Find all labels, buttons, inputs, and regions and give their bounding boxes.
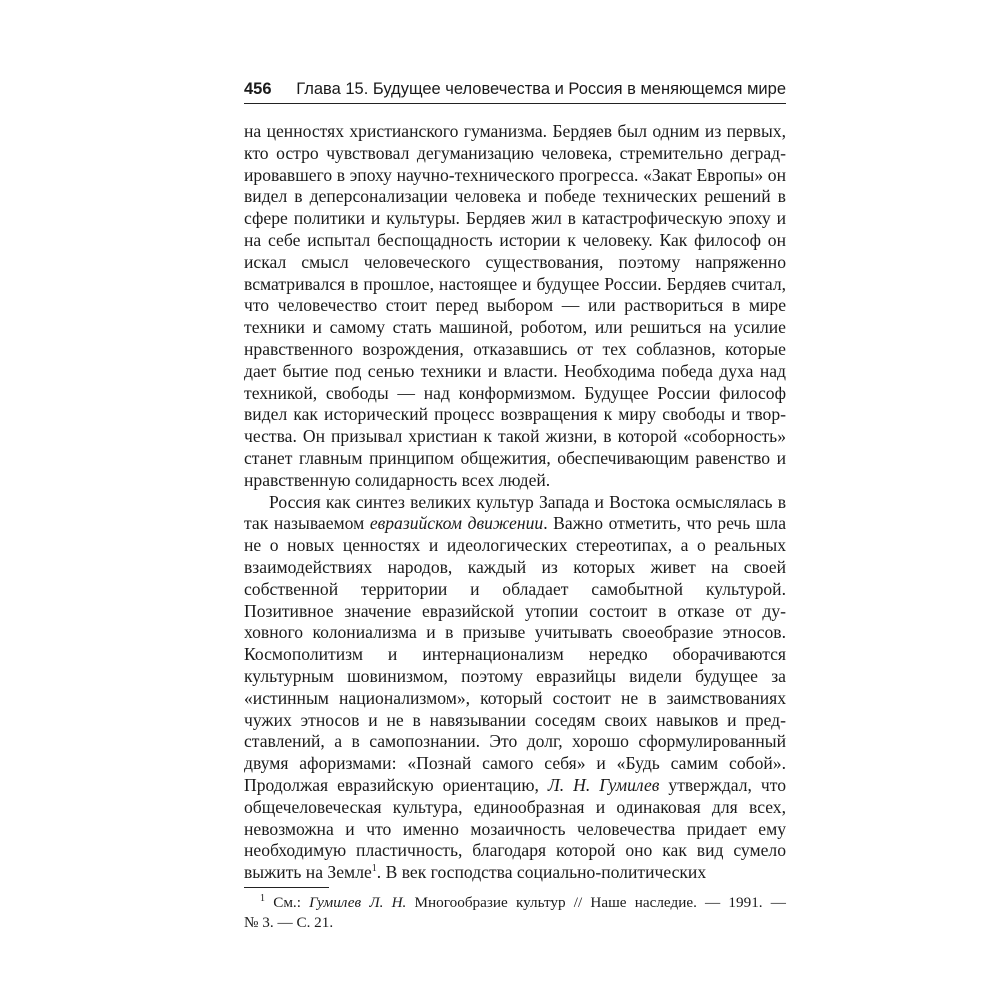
- paragraph-2-text-a: Россия как синтез великих культур Запада и Востока осмыслялась в так называемом: [244, 491, 786, 534]
- paragraph-2-text-d: . В век господства социально-политических: [376, 862, 707, 883]
- chapter-title: Глава 15. Будущее человечества и Россия в меняющемся мире: [296, 80, 786, 98]
- footnote-line-2: № 3. — С. 21.: [244, 913, 334, 931]
- paragraph-1: на ценностях христианского гуманизма. Бердяев был одним из первых, кто остро чувствовал дегуманизацию человека, стремительно деградировавшего в эпоху научно-технического прогресса. «Закат Европы» он видел в деперсонализации человека и победе технических решений в сфере политики и культуры. Бердяев жил в катастрофическую эпоху и на себе испытал беспощадность истории к человеку. Как философ он искал смысл человеческого существования, поэтому напряженно всматривался в прошлое, настоящее и будущее России. Бердяев считал, что человечество стоит перед выбором — или раствориться в мире техники и самому стать машиной, роботом, или решиться на усилие нравственного возрождения, отказавшись от тех соблазнов, которые дает бытие под сенью техники и власти. Необходима победа духа над техникой, свободы — над конформизмом. Будущее России философ видел как исторический процесс возвращения к миру свободы и творчества. Он призывал христиан к такой жизни, в которой «соборность» станет главным принципом общежития, обеспечивающим равенство и нравственную солидарность всех людей.: [244, 121, 786, 490]
- footnote-source: Многообразие культур // Наше наследие. — 1991. —: [406, 894, 786, 911]
- footnote-marker: 1: [260, 892, 265, 904]
- footnote-prefix: См.:: [265, 894, 310, 911]
- footnote: [244, 893, 786, 932]
- emphasis-eurasian-movement: евразийском движении: [369, 513, 544, 534]
- footnote-author: Гумилев Л. Н.: [309, 894, 407, 911]
- footnote-reference: 1: [371, 863, 377, 875]
- header-rule: [244, 103, 786, 104]
- page-number: 456: [244, 80, 272, 98]
- footnote-rule: [244, 887, 329, 888]
- running-head: [244, 78, 786, 100]
- paragraph-2: [244, 492, 786, 884]
- paragraph-2-text-b: . Важно отметить, что речь шла не о новых ценностях и идеологических стереотипах, а о реальных взаимодействиях народов, каждый из которых живет на своей собственной территории и обладает самобытной культурой. Позитивное значение евразийской утопии состоит в отказе от духовного колониализма и в призыве учитывать своеобразие этносов. Космополитизм и интернационализм нередко оборачиваются культурным шовинизмом, поэтому евразийцы видели будущее за «истинным национализмом», который состоит не в заимствованиях чужих этносов и не в навязывании соседям своих навыков и представлений, а в самопознании. Это долг, хорошо сформулированный двумя афоризмами: «Познай самого себя» и «Будь самим собой». Продолжая евразийскую ориентацию,: [244, 513, 787, 795]
- emphasis-gumilev: Л. Н. Гумилев: [547, 774, 660, 795]
- paragraph-2-text-c: утверждал, что общечеловеческая культура, единообразная и одинаковая для всех, невозможна и что именно мозаичность человечества придает ему необходимую пластичность, благодаря которой оно как вид сумело выжить на Земле: [244, 774, 786, 883]
- footnote-line-1: [244, 893, 786, 913]
- body-text: [244, 121, 786, 884]
